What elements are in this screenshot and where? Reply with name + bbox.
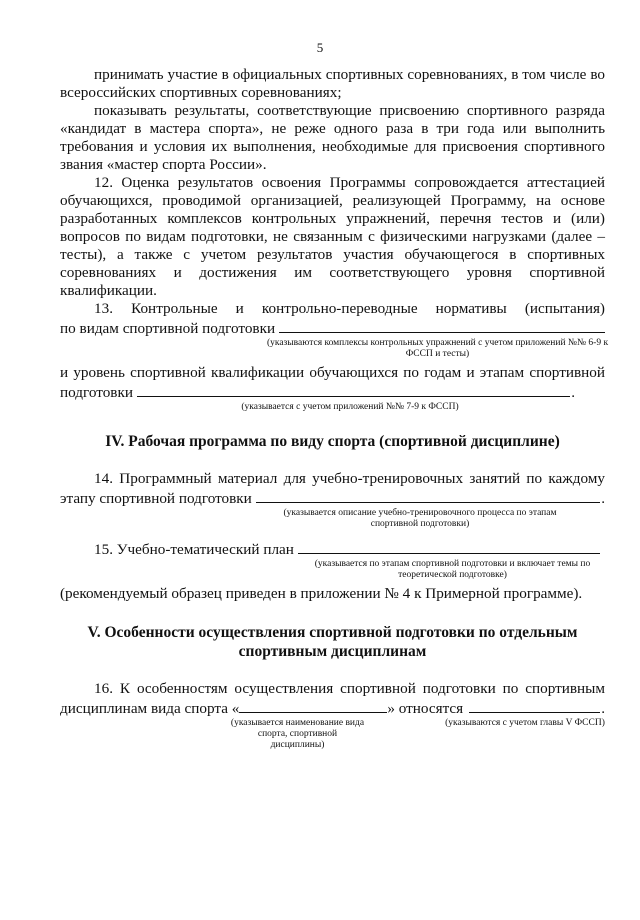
paragraph-13-label: по видам спортивной подготовки (60, 320, 276, 337)
fill-line-features[interactable] (469, 698, 600, 713)
caption-program-material: (указывается описание учебно-тренировочного процесса по этапам спортивной подготовки) (283, 508, 557, 529)
page-number: 5 (316, 40, 324, 55)
paragraph-16-label-2: » относятся (387, 700, 464, 717)
caption-thematic-plan: (указывается по этапам спортивной подготовки и включает темы по теоретической подготовке) (314, 559, 591, 580)
paragraph-14-line2: этапу спортивной подготовки . (60, 490, 605, 507)
paragraph-16-line2: дисциплинам вида спорта « » относятся . (60, 700, 605, 717)
paragraph-participation: принимать участие в официальных спортивных соревнованиях, в том числе во всероссийских спортивных соревнованиях; (60, 66, 605, 101)
fill-line-control-norms[interactable] (279, 318, 605, 333)
fill-line-sport-name[interactable] (239, 698, 387, 713)
paragraph-16-label: дисциплинам вида спорта « (60, 700, 240, 717)
paragraph-15-label: 15. Учебно-тематический план (94, 541, 294, 558)
paragraph-13-label-2: подготовки (60, 384, 133, 401)
fill-line-program-material[interactable] (256, 488, 600, 503)
heading-section-5-line2: спортивным дисциплинам (238, 643, 427, 660)
paragraph-14-label: этапу спортивной подготовки (60, 490, 252, 507)
paragraph-15-note: (рекомендуемый образец приведен в приложении № 4 к Примерной программе). (60, 585, 583, 602)
heading-section-5-line1: V. Особенности осуществления спортивной подготовки по отдельным (87, 624, 578, 641)
heading-section-4: IV. Рабочая программа по виду спорта (спортивной дисциплине) (105, 433, 560, 450)
document-body (60, 66, 609, 758)
paragraph-13-line3: и уровень спортивной квалификации обучающихся по годам и этапам спортивной (60, 364, 605, 381)
paragraph-14-line1: 14. Программный материал для учебно-тренировочных занятий по каждому (94, 470, 605, 487)
paragraph-12-assessment: 12. Оценка результатов освоения Программы сопровождается аттестацией обучающихся, проводимой организацией, реализующей Программу, на основе разработанных комплексов контрольных упражнений, перечня тестов и (или) вопросов по видам подготовки, не связанным с физическими нагрузками (далее – тесты), а также с учетом результатов участия обучающегося в спортивных соревнованиях и достижения им соответствующего уровня спортивной квалификации. (60, 174, 605, 299)
caption-control-norms: (указываются комплексы контрольных упражнений с учетом приложений №№ 6-9 к ФССП и тесты) (266, 338, 609, 359)
paragraph-13-line2 (60, 318, 605, 338)
paragraph-13-line4: подготовки . (60, 384, 575, 401)
fill-line-qualification[interactable] (137, 382, 570, 397)
paragraph-16-line1: 16. К особенностям осуществления спортивной подготовки по спортивным (94, 680, 605, 697)
paragraph-15 (60, 539, 600, 559)
caption-qualification: (указывается с учетом приложений №№ 7-9 к ФССП) (241, 402, 459, 412)
caption-features: (указываются с учетом главы V ФССП) (445, 718, 605, 728)
paragraph-13-line1: 13. Контрольные и контрольно-переводные нормативы (испытания) (94, 300, 605, 317)
fill-line-thematic-plan[interactable] (298, 539, 600, 554)
caption-sport-name: (указывается наименование вида спорта, спортивной дисциплины) (230, 718, 365, 750)
captions-paragraph-16 (60, 718, 605, 758)
paragraph-results: показывать результаты, соответствующие присвоению спортивного разряда «кандидат в мастера спорта», не реже одного раза в три года или выполнить требования и условия их выполнения, необходимые для присвоения спортивного звания «мастер спорта России». (60, 102, 605, 173)
